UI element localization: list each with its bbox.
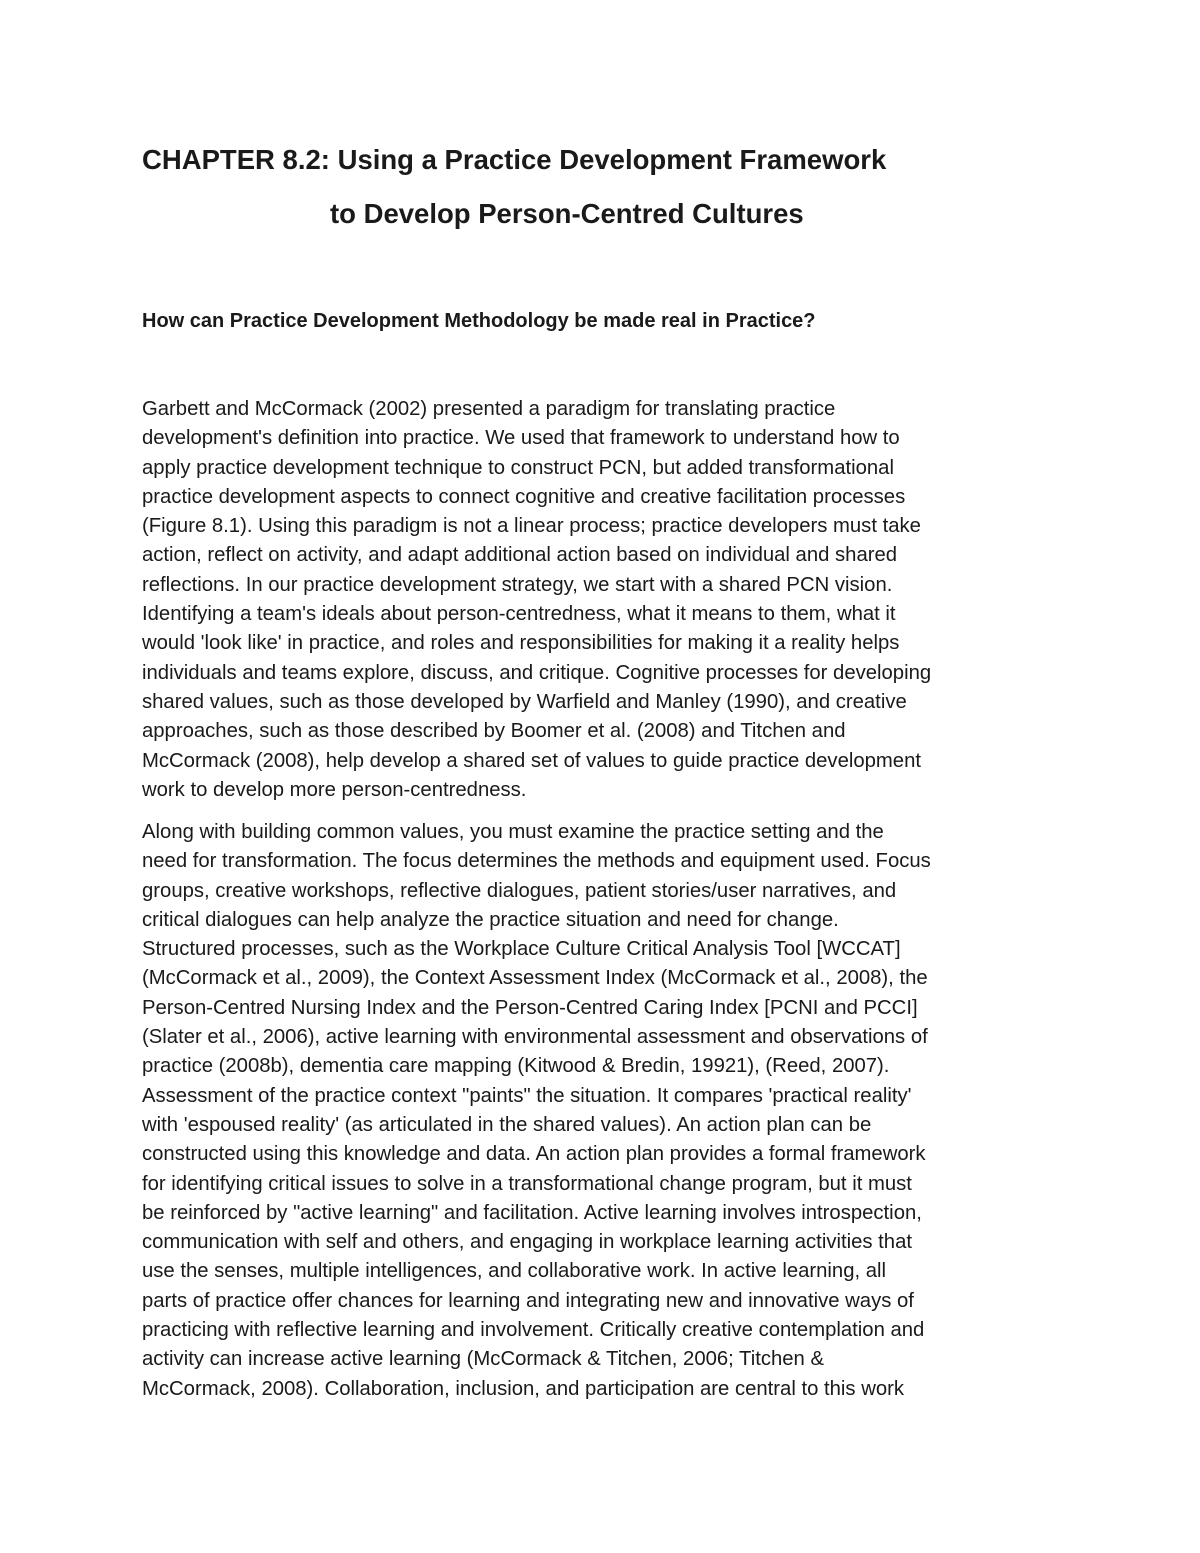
body-paragraph-1 — [142, 395, 1062, 805]
paragraph-line: work to develop more person-centredness. — [142, 778, 527, 801]
section-heading: How can Practice Development Methodology be made real in Practice? — [142, 310, 816, 332]
paragraph-line: individuals and teams explore, discuss, and critique. Cognitive processes for developing — [142, 661, 932, 684]
paragraph-line: (Slater et al., 2006), active learning with environmental assessment and observations of — [142, 1026, 928, 1049]
paragraph-line: action, reflect on activity, and adapt additional action based on individual and shared — [142, 544, 898, 567]
paragraph-line: Identifying a team's ideals about person-centredness, what it means to them, what it — [142, 603, 896, 626]
paragraph-line: communication with self and others, and engaging in workplace learning activities that — [142, 1231, 912, 1254]
paragraph-line: Along with building common values, you must examine the practice setting and the — [142, 821, 884, 843]
paragraph-line: for identifying critical issues to solve in a transformational change program, but it must — [142, 1172, 912, 1195]
paragraph-line: approaches, such as those described by Boomer et al. (2008) and Titchen and — [142, 720, 846, 743]
body-paragraph-2 — [142, 818, 1062, 1404]
paragraph-line: McCormack (2008), help develop a shared set of values to guide practice development — [142, 749, 922, 772]
paragraph-line: development's definition into practice. We used that framework to understand how to — [142, 427, 900, 450]
paragraph-line: (Figure 8.1). Using this paradigm is not a linear process; practice developers must take — [142, 515, 921, 538]
paragraph-line: groups, creative workshops, reflective dialogues, patient stories/user narratives, and — [142, 879, 897, 902]
paragraph-line: apply practice development technique to construct PCN, but added transformational — [142, 456, 894, 479]
paragraph-line: Assessment of the practice context "paints" the situation. It compares 'practical reality' — [142, 1084, 912, 1107]
paragraph-line: Garbett and McCormack (2002) presented a paradigm for translating practice — [142, 398, 836, 420]
paragraph-line: constructed using this knowledge and data. An action plan provides a formal framework — [142, 1143, 926, 1166]
paragraph-line: Person-Centred Nursing Index and the Person-Centred Caring Index [PCNI and PCCI] — [142, 996, 918, 1019]
paragraph-line: Structured processes, such as the Workplace Culture Critical Analysis Tool [WCCAT] — [142, 938, 901, 961]
paragraph-line: activity can increase active learning (McCormack & Titchen, 2006; Titchen & — [142, 1348, 824, 1371]
paragraph-line: with 'espoused reality' (as articulated in the shared values). An action plan can be — [142, 1113, 872, 1136]
paragraph-line: would 'look like' in practice, and roles and responsibilities for making it a reality helps — [142, 632, 900, 655]
paragraph-line: practicing with reflective learning and involvement. Critically creative contemplation and — [142, 1319, 925, 1342]
paragraph-line: practice development aspects to connect cognitive and creative facilitation processes — [142, 485, 906, 508]
paragraph-line: reflections. In our practice development strategy, we start with a shared PCN vision. — [142, 573, 893, 596]
paragraph-line: shared values, such as those developed by Warfield and Manley (1990), and creative — [142, 690, 907, 713]
paragraph-line: McCormack, 2008). Collaboration, inclusion, and participation are central to this work — [142, 1377, 905, 1400]
paragraph-line: use the senses, multiple intelligences, and collaborative work. In active learning, all — [142, 1260, 887, 1283]
paragraph-line: practice (2008b), dementia care mapping (Kitwood & Bredin, 19921), (Reed, 2007). — [142, 1055, 890, 1078]
paragraph-line: parts of practice offer chances for learning and integrating new and innovative ways of — [142, 1289, 914, 1312]
chapter-title-line-2: to Develop Person-Centred Cultures — [330, 198, 804, 229]
paragraph-line: be reinforced by "active learning" and facilitation. Active learning involves introspection, — [142, 1201, 922, 1224]
paragraph-line: critical dialogues can help analyze the practice situation and need for change. — [142, 908, 839, 931]
paragraph-line: (McCormack et al., 2009), the Context Assessment Index (McCormack et al., 2008), the — [142, 967, 928, 990]
chapter-title-line-1: CHAPTER 8.2: Using a Practice Development Framework — [142, 144, 887, 175]
paragraph-line: need for transformation. The focus determines the methods and equipment used. Focus — [142, 850, 931, 873]
